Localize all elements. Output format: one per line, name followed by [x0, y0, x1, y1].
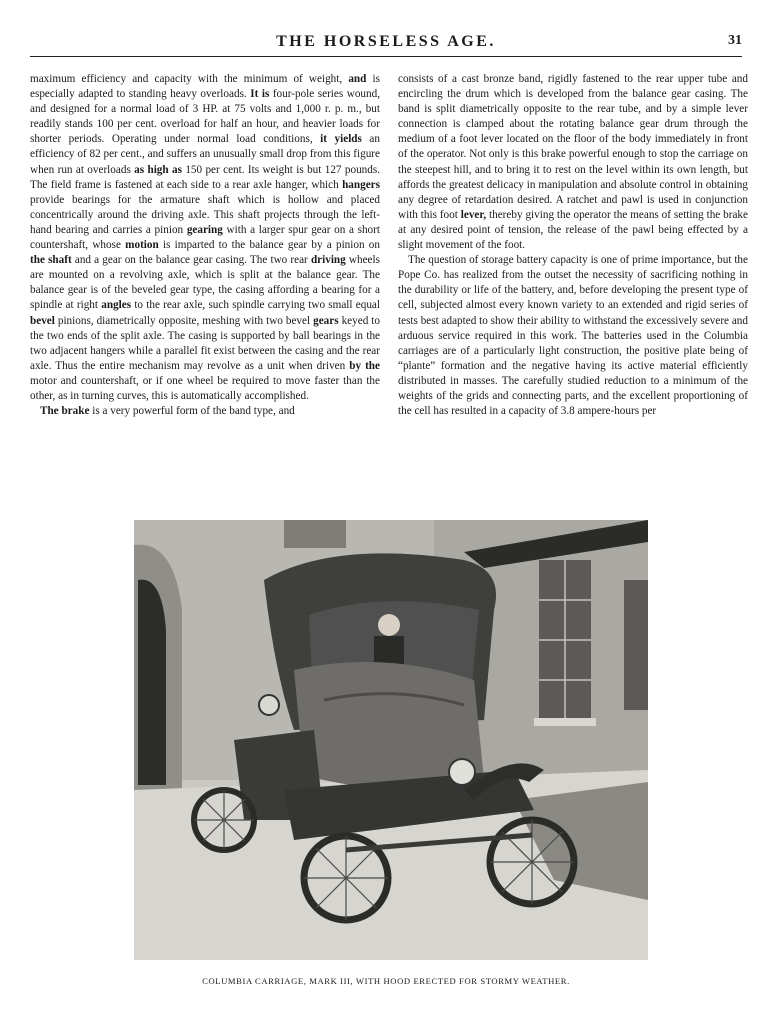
page-header: [30, 30, 742, 57]
carriage-photograph: [134, 520, 648, 960]
paragraph: maximum efficiency and capacity with the minimum of weight, and is especially adapted to standing heavy overloads. It is four-pole series wound, and designed for a normal load of 3 HP. at 75 volts and 1,000 r. p. m., but readily stands 100 per cent. overload for half an hour, and heavier loads for shorter periods. Operating under normal load conditions, it yields an efficiency of 82 per cent., and suffers an unusually small drop from this figure when run at overloads as high as 150 per cent. Its weight is but 127 pounds. The field frame is fastened at each side to a rear axle hanger, which hangers provide bearings for the armature shaft which is hollow and placed concentrically around the driving axle. This shaft projects through the left-hand bearing and carries a pinion gearing with a larger spur gear on a short countershaft, whose motion is imparted to the balance gear by a pinion on the shaft and a gear on the balance gear casing. The two rear driving wheels are mounted on a revolving axle, which is split at the balance gear. The balance gear is of the beveled gear type, the casing affording a bearing for a spindle at right angles to the rear axle, such spindle carrying two small equal bevel pinions, diametrically opposite, meshing with two bevel gears keyed to the two ends of the split axle. The casing is supported by ball bearings in the two adjacent hangers while a parallel fit exist between the casing and the rear axle. Thus the entire mechanism may revolve as a unit when driven by the motor and countershaft, or if one wheel be required to move faster than the other, as in turning curves, this is automatically accomplished.: [30, 73, 381, 402]
right-column: [398, 72, 748, 419]
paragraph: consists of a cast bronze band, rigidly fastened to the rear upper tube and encircling the drum which is developed from the balance gear casing. The band is split diametrically opposite to the rear tube, and by a simple lever connection is clamped about the rotating balance gear drum through the medium of a foot lever located on the floor of the body immediately in front of the operator. Not only is this brake powerful enough to stop the carriage on the steepest hill, and to bring it to rest on the level within its own length, but affords the greatest delicacy in manipulation and absolute control in obtaining any degree of retardation desired. A ratchet and pawl is used in conjunction with this foot lever, thereby giving the operator the means of setting the brake at any desired point of tension, the release of the pawl being effected by a slight movement of the foot.: [398, 73, 748, 252]
figure-caption: COLUMBIA CARRIAGE, MARK III, WITH HOOD ERECTED FOR STORMY WEATHER.: [202, 976, 570, 986]
carriage-illustration: [134, 520, 648, 960]
journal-title: THE HORSELESS AGE.: [276, 33, 496, 50]
paragraph: The question of storage battery capacity is one of prime importance, but the Pope Co. has realized from the outset the necessity of sacrificing nothing in the durability or life of the battery, and, before developing the present type of cell, subjected almost every known variety to an extended and rigid series of tests best adapted to show their ability to withstand the excessively severe and arduous service required in this work. The batteries used in the Columbia carriages are of a particularly light construction, the positive plate being of “plante” formation and the negative having its active material efficiently distributed in masses. The carefully studied reduction to a minimum of the weights of the grids and connecting parts, and the excellent proportioning of the cell has resulted in a capacity of 3.8 ampere-hours per: [398, 254, 748, 418]
paragraph: The brake is a very powerful form of the band type, and: [40, 405, 295, 418]
page-number: 31: [728, 33, 742, 48]
article-body: [30, 72, 748, 502]
left-column: [30, 72, 380, 419]
